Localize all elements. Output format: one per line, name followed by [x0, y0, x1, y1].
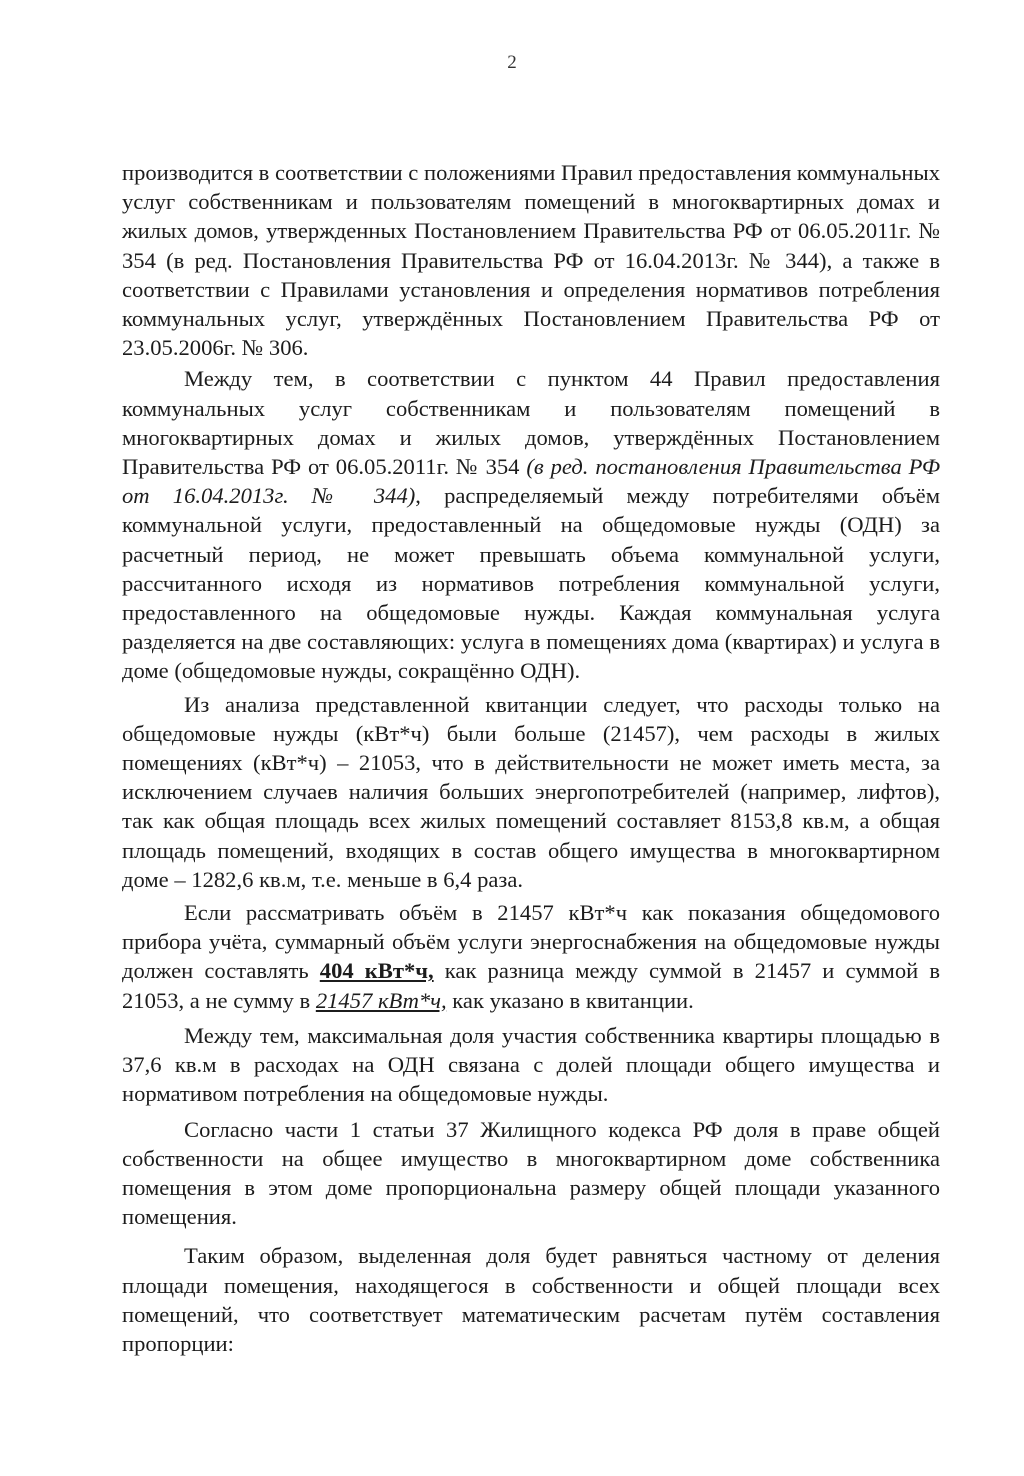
- document-body: [122, 158, 940, 1362]
- paragraph-2-text-c: , распределяемый между потребителями объём коммунальной услуги, предоставленный на общедомовые нужды (ОДН) за расчетный период, не может превышать объема коммунальной услуги, рассчитанного исходя из нормативов потребления коммунальной услуги, предоставленного на общедомовые нужды. Каждая коммунальная услуга разделяется на две составляющих: услуга в помещениях дома (квартирах) и услуга в доме (общедомовые нужды, сокращённо ОДН).: [122, 483, 940, 684]
- paragraph-3: Из анализа представленной квитанции следует, что расходы только на общедомовые нужды (кВт*ч) были больше (21457), чем расходы в жилых помещениях (кВт*ч) – 21053, что в действительности не может иметь места, за исключением случаев наличия больших энергопотребителей (например, лифтов), так как общая площадь всех жилых помещений составляет 8153,8 кв.м, а общая площадь помещений, входящих в состав общего имущества в многоквартирном доме – 1282,6 кв.м, т.е. меньше в 6,4 раза.: [122, 691, 940, 892]
- paragraph-4-text-a: Если рассматривать объём в 21457 кВт*ч как показания общедомового прибора учёта, суммарный объём услуги энергоснабжения на общедомовые нужды должен составлять: [122, 900, 940, 984]
- paragraph-5: Между тем, максимальная доля участия собственника квартиры площадью в 37,6 кв.м в расходах на ОДН связана с долей площади общего имущества и нормативом потребления на общедомовые нужды.: [122, 1022, 940, 1107]
- paragraph-2-italic-reference: (в ред. постановления Правительства РФ от 16.04.2013г. № 344): [122, 454, 940, 509]
- paragraph-7: Таким образом, выделенная доля будет равняться частному от деления площади помещения, находящегося в собственности и общей площади всех помещений, что соответствует математическим расчетам путём составления пропорции:: [122, 1243, 940, 1356]
- page-number: 2: [507, 52, 517, 73]
- paragraph-6: Согласно части 1 статьи 37 Жилищного кодекса РФ доля в праве общей собственности на общее имущество в многоквартирном доме собственника помещения в этом доме пропорциональна размеру общей площади указанного помещения.: [122, 1116, 940, 1230]
- paragraph-4: [122, 898, 940, 1015]
- paragraph-4-bold-value: 404 кВт*ч,: [319, 958, 434, 984]
- paragraph-2: [122, 364, 940, 685]
- paragraph-4-italic-value: 21457 кВт*ч,: [315, 987, 447, 1013]
- paragraph-4-text-e: как указано в квитанции.: [446, 987, 694, 1013]
- paragraph-2-text-a: Между тем, в соответствии с пунктом 44 Правил предоставления коммунальных услуг собственникам и пользователям помещений в многоквартирных домах и жилых домов, утверждённых Постановлением Правительства РФ от 06.05.2011г. № 354: [122, 366, 940, 480]
- paragraph-4-text-c: как разница между суммой в 21457 и суммой в 21053, а не сумму в: [122, 958, 941, 1013]
- paragraph-1: производится в соответствии с положениями Правил предоставления коммунальных услуг собственникам и пользователям помещений в многоквартирных домах и жилых домов, утвержденных Постановлением Правительства РФ от 06.05.2011г. № 354 (в ред. Постановления Правительства РФ от 16.04.2013г. № 344), а также в соответствии с Правилами установления и определения нормативов потребления коммунальных услуг, утверждённых Постановлением Правительства РФ от 23.05.2006г. № 306.: [122, 160, 940, 361]
